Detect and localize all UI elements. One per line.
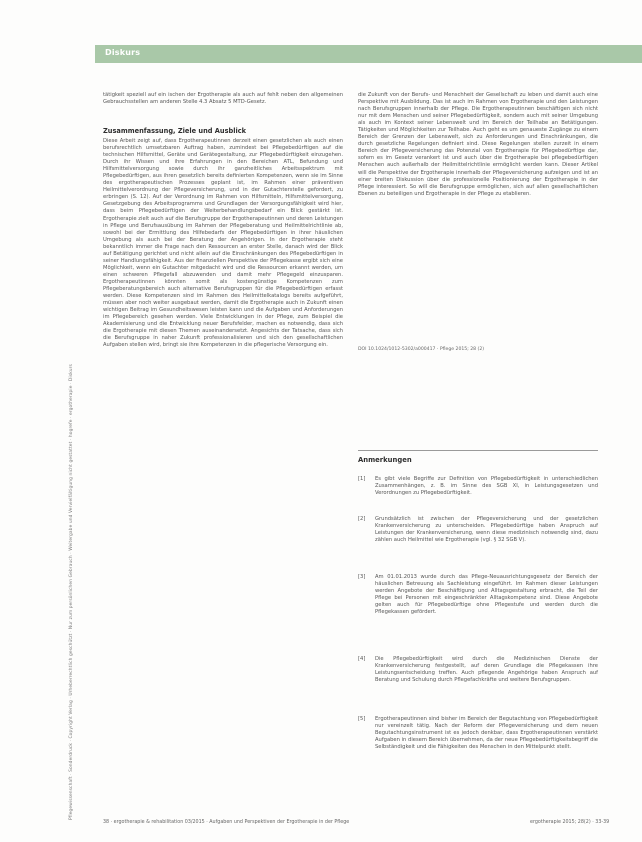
summary-heading: Zusammenfassung, Ziele und Ausblick [103,127,247,135]
footer-left: 38 · ergotherapie & rehabilitation 03/2015 · Aufgaben und Perspektiven der Ergotherapie in der Pflege [103,820,350,825]
note-item [358,574,598,616]
note-number: [2] [358,516,366,522]
note-text: Ergotherapeutinnen sind bisher im Bereich der Begutachtung von Pflegebedürftigkeit nur vereinzelt tätig. Nach der Reform der Pflegeversicherung und dem neuen Begutachtungsinstrument ist es jedoch denkbar, dass Ergotherapeutinnen verstärkt Aufgaben in diesem Bereich übernehmen, da der neue Pflegebedürftigkeitsbegriff die Selbständigkeit und die Fähigkeiten des Menschen in den Mittelpunkt stellt. [375,716,598,751]
note-number: [4] [358,656,366,662]
note-item [358,716,598,751]
summary-body: Diese Arbeit zeigt auf, dass Ergotherapeutinnen derzeit einen gesetzlichen als auch einen berufsrechtlich umsetzbaren Auftrag haben, zumindest bei Pflegebedürftigen auf die technischen Hilfsmittel, Geräte und Gerätegestaltung, zur Pflegebedürftigkeit einzugehen. Durch ihr Wissen und ihre Erfahrungen in den Bereichen ATL, Befundung und Hilfsmittelversorgung sowie durch ihr ganzheitliches Arbeitsspektrum mit Pflegebedürftigen, aus ihren gesetzlich bereits definierten Kompetenzen, wenn sie im Sinne des ergotherapeutischen Prozesses geplant ist, im Rahmen einer präventiven Heilmittelverordnung der Pflegeversicherung, und in der Gutachterstelle gefordert, zu erbringen (S. 12). Auf der Verordnung im Rahmen von Hilfsmitteln, Hilfsmittelversorgung, Gesetzgebung des Arbeitsprogramms und Grundlagen der Versorgungsfähigkeit wird hier, dass beim Pflegebedürftigen der Weiterbehandlungsbedarf ein Blick gestärkt ist. Ergotherapie zielt auch auf die Berufsgruppe der Ergotherapeutinnen und deren Leistungen in Pflege und Berufsausübung im Rahmen der Pflegeberatung und Heilmittelrichtlinie ab, sowohl bei der Ermittlung des Hilfebedarfs der Pflegebedürftigen in ihrer häuslichen Umgebung als auch bei der Beratung der Angehörigen. In der Ergotherapie steht bekanntlich immer die Frage nach den Ressourcen an erster Stelle, danach wird der Blick auf Betätigung gerichtet und nicht allein auf die Einschränkungen des Pflegebedürftigen in seiner Handlungsfähigkeit. Aus der finanziellen Perspektive der Pflegekasse ergibt sich eine Möglichkeit, wenn ein Gutachter mitgedacht wird und die Ressourcen erkannt werden, um einen schweren Pflegefall abzuwenden und damit mehr Pflegegeld einzusparen. Ergotherapeutinnen könnten somit als kostengünstige Kompetenzen zum Pflegeberatungsbereich auch alternative Berufsgruppen für die Pflegebedürftigen erfasst werden. Diese Kompetenzen sind im Rahmen des Heilmittelkatalogs bereits aufgeführt, müssen aber noch weiter ausgebaut werden, damit die Ergotherapie auch in Zukunft einen wichtigen Beitrag im Gesundheitswesen leisten kann und die Aufgaben und Anforderungen im Pflegebereich gesehen werden. Viele Entwicklungen in der Pflege, zum Beispiel die Akademisierung und die Entwicklung neuer Berufsfelder, machen es notwendig, dass sich die Ergotherapie mit diesen Themen auseinandersetzt. Angesichts der Tatsache, dass sich die Berufsgruppe in naher Zukunft professionalisieren und sich den gesellschaftlichen Aufgaben stellen wird, bringt sie ihre Kompetenzen in die pflegerische Versorgung ein. [103,138,343,349]
section-tab [95,45,642,63]
note-number: [3] [358,574,366,580]
note-text: Am 01.01.2013 wurde durch das Pflege-Neuausrichtungsgesetz der Bereich der häuslichen Betreuung als Sachleistung eingeführt. Im Rahmen dieser Leistungen werden Angebote der Beschäftigung und Alltagsgestaltung erbracht, die Teil der Pflege bei Personen mit eingeschränkter Alltagskompetenz sind. Diese Angebote gelten auch für Pflegebedürftige ohne Pflegestufe und werden durch die Pflegekassen gefördert. [375,574,598,616]
note-text: Die Pflegebedürftigkeit wird durch die Medizinischen Dienste der Krankenversicherung festgestellt, auf deren Grundlage die Pflegekassen ihre Leistungsentscheidung treffen. Auch pflegende Angehörige haben Anspruch auf Beratung und Schulung durch Pflegefachkräfte und weitere Berufsgruppen. [375,656,598,684]
right-body: die Zukunft von der Berufs- und Menschheit der Gesellschaft zu leben und damit auch eine Perspektive mit Ausbildung. Das ist auch im Rahmen von Ergotherapie und den Leistungen nach Berufsgruppen innerhalb der Pflege. Die Ergotherapeutinnen beschäftigen sich nicht nur mit dem Menschen und seiner Pflegebedürftigkeit, sondern auch mit seiner Umgebung als auch im Kontext seiner Lebenswelt und im Bereich der Teilhabe an Betätigungen. Tätigkeiten und Möglichkeiten zur Teilhabe. Auch geht es um genaueste Zugänge zu einem Bereich der Grenzen der Lebenswelt, sich zu Anforderungen und Einschränkungen, die durch gesetzliche Regelungen definiert sind. Diese Regelungen stellen zurzeit in einem Bereich der Pflegeversicherung das Potenzial von Ergotherapie für Pflegebedürftige dar, sofern es im Gesetz verankert ist und auch über die Ergotherapie bei pflegebedürftigen Menschen auch außerhalb der Heilmittelrichtlinie ermöglicht werden kann. Dieser Artikel will die Perspektive der Ergotherapie innerhalb der Pflegeversicherung aufzeigen und ist an einer breiten Diskussion über die professionelle Positionierung der Ergotherapie in der Pflege interessiert. So will die Berufsgruppe ermöglichen, sich auf allen gesellschaftlichen Ebenen zu beteiligen und Ergotherapie in der Pflege zu etablieren. [358,92,598,197]
section-tab-label: Diskurs [105,48,141,57]
notes-header [358,450,598,464]
note-text: Es gibt viele Begriffe zur Definition von Pflegebedürftigkeit in unterschiedlichen Zusammenhängen, z. B. im Sinne des SGB XI, in Leistungsgesetzen und Verordnungen zu Pflegebedürftigkeit. [375,476,598,497]
note-item [358,476,598,497]
intro-paragraph: tätigkeit speziell auf ein ischen der Ergotherapie als auch auf fehlt neben den allgemeinen Gebrauchsstellen am anderen Stelle 4.3 Absatz 5 MTD-Gesetz. [103,92,343,106]
footer-right: ergotherapie 2015; 28(2) · 33-39 [530,820,610,825]
copyright-notice: Pflegewissenschaft · Sonderdruck · Copyright Verlag · Urheberrechtlich geschützt · Nur zum persönlichen Gebrauch · Weitergabe und Vervielfältigung nicht gestattet · hogrefe · ergotherapie · Diskurs [69,364,74,820]
copyright-sidebar [65,70,79,820]
note-item [358,516,598,544]
note-text: Grundsätzlich ist zwischen der Pflegeversicherung und der gesetzlichen Krankenversicherung zu unterscheiden. Pflegebedürftige haben Anspruch auf Leistungen der Krankenversicherung, wenn diese medizinisch notwendig sind, dazu zählen auch Heilmittel wie Ergotherapie (vgl. § 32 SGB V). [375,516,598,544]
note-number: [1] [358,476,366,482]
note-item [358,656,598,684]
note-number: [5] [358,716,366,722]
notes-heading: Anmerkungen [358,456,412,464]
doi-line: DOI 10.1024/1012-5302/a000417 · Pflege 2015; 28 (2) [358,347,485,352]
